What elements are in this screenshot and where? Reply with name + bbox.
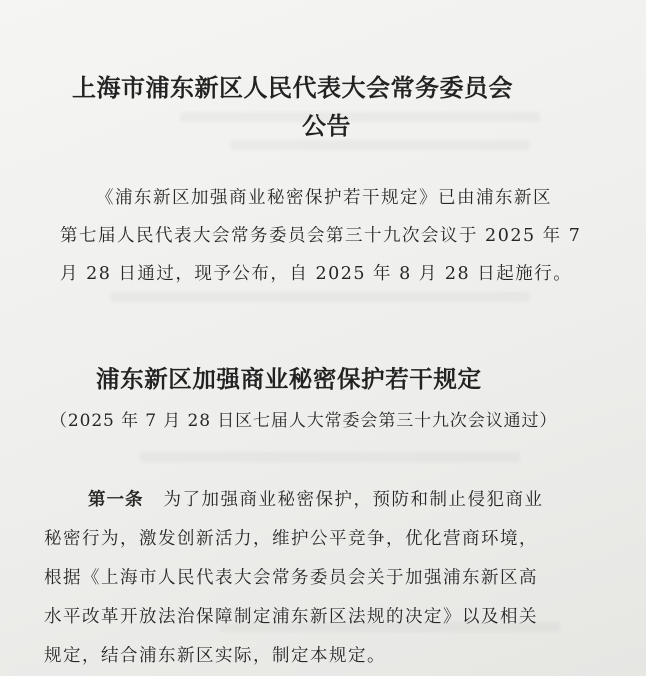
article-1-line: 根据《上海市人民代表大会常务委员会关于加强浦东新区高 <box>44 568 538 588</box>
article-1-text: 为了加强商业秘密保护，预防和制止侵犯商业 <box>163 490 544 510</box>
article-1-line: 秘密行为，激发创新活力，维护公平竞争，优化营商环境， <box>44 529 538 549</box>
article-1-title: 第一条 <box>88 490 144 510</box>
announcement-title-line1: 上海市浦东新区人民代表大会常务委员会 <box>72 73 513 102</box>
article-1-first-line <box>88 486 544 511</box>
announcement-line: 《浦东新区加强商业秘密保护若干规定》已由浦东新区 <box>96 188 552 208</box>
announcement-line: 第七届人民代表大会常务委员会第三十九次会议于 2025 年 7 <box>60 226 582 246</box>
announcement-line: 月 28 日通过，现予公布，自 2025 年 8 月 28 日起施行。 <box>60 264 573 284</box>
announcement-title-line2: 公告 <box>302 111 351 140</box>
regulation-title: 浦东新区加强商业秘密保护若干规定 <box>96 365 482 393</box>
bleed-through-mark <box>230 140 530 150</box>
bleed-through-mark <box>180 112 540 122</box>
article-1-line: 规定，结合浦东新区实际，制定本规定。 <box>44 646 386 666</box>
regulation-subtitle: （2025 年 7 月 28 日区七届人大常委会第三十九次会议通过） <box>50 411 558 431</box>
bleed-through-mark <box>140 452 520 462</box>
article-1-line: 水平改革开放法治保障制定浦东新区法规的决定》以及相关 <box>44 607 538 627</box>
bleed-through-mark <box>110 292 530 302</box>
